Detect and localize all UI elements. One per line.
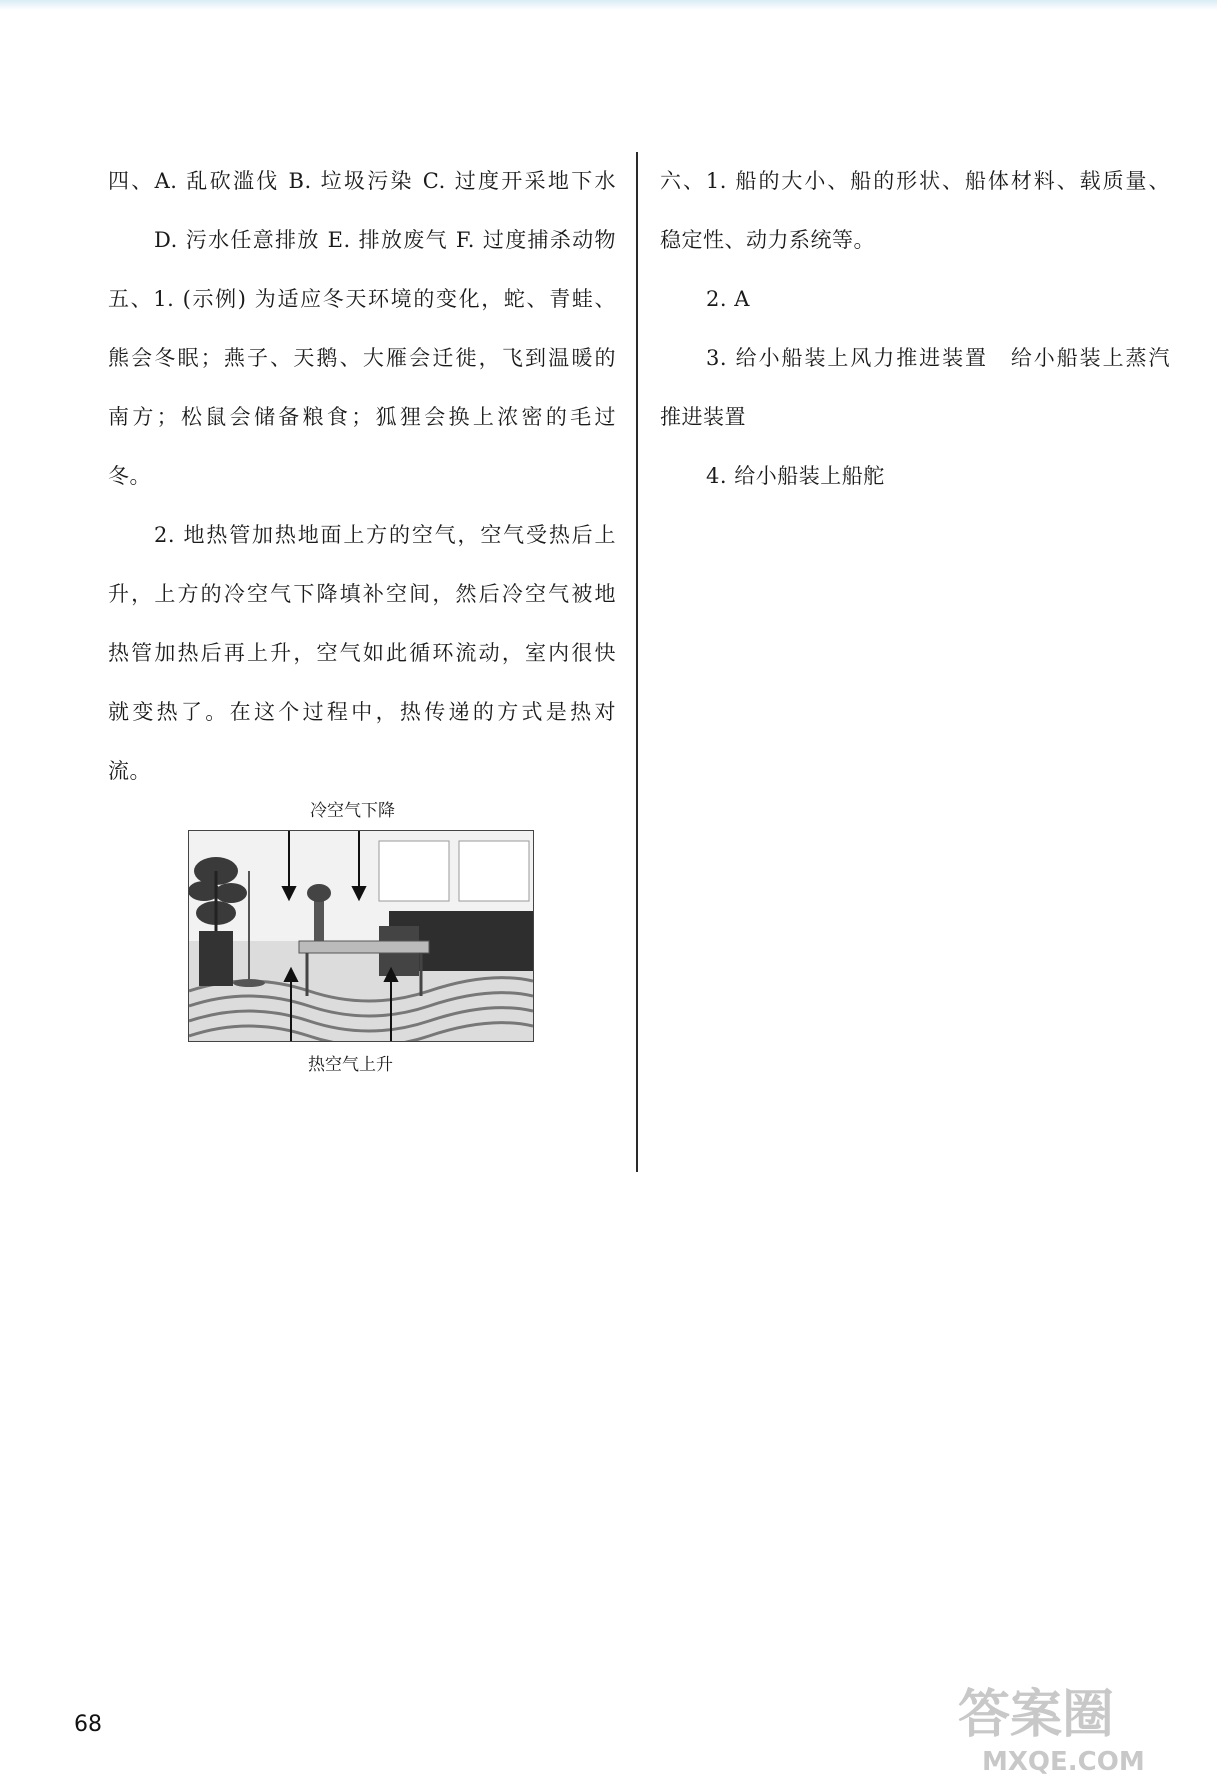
q5-2-line-2: 升，上方的冷空气下降填补空间，然后冷空气被地 — [108, 582, 616, 606]
q6-3-line-2: 推进装置 — [660, 405, 746, 429]
q6-4: 4. 给小船装上船舵 — [706, 464, 885, 488]
q5-2-line-3: 热管加热后再上升，空气如此循环流动，室内很快 — [108, 641, 616, 665]
right-column — [660, 152, 1170, 506]
q5-2-line-5: 流。 — [108, 759, 151, 783]
q5-1-line-1: 五、1. (示例) 为适应冬天环境的变化，蛇、青蛙、 — [108, 287, 616, 311]
page-number: 68 — [74, 1712, 102, 1737]
q5-1-line-2: 熊会冬眠；燕子、天鹅、大雁会迁徙，飞到温暖的 — [108, 346, 616, 370]
figure-bottom-label: 热空气上升 — [308, 1055, 393, 1075]
q5-2-line-4: 就变热了。在这个过程中，热传递的方式是热对 — [108, 700, 616, 724]
watermark-url: MXQE.COM — [982, 1747, 1145, 1777]
room-photo — [188, 830, 534, 1042]
watermark-logo — [952, 1670, 1192, 1780]
column-divider — [636, 152, 638, 1172]
q4-line-1: 四、A. 乱砍滥伐 B. 垃圾污染 C. 过度开采地下水 — [108, 169, 616, 193]
watermark-text: 答案圈 — [958, 1685, 1115, 1745]
left-column — [108, 152, 616, 801]
q5-1-line-3: 南方；松鼠会储备粮食；狐狸会换上浓密的毛过 — [108, 405, 616, 429]
figure-top-label: 冷空气下降 — [310, 801, 395, 821]
q5-2-line-1: 2. 地热管加热地面上方的空气，空气受热后上 — [154, 523, 616, 547]
watermark-drawing — [952, 1670, 1192, 1780]
top-color-band — [0, 0, 1217, 10]
q6-1-line-2: 稳定性、动力系统等。 — [660, 228, 875, 252]
q5-1-line-4: 冬。 — [108, 464, 151, 488]
q6-1-line-1: 六、1. 船的大小、船的形状、船体材料、载质量、 — [660, 169, 1170, 193]
floor-heating-figure — [188, 790, 532, 1080]
q6-3-line-1: 3. 给小船装上风力推进装置 给小船装上蒸汽 — [706, 346, 1170, 370]
q6-2: 2. A — [706, 287, 750, 311]
room-photo-drawing — [189, 831, 533, 1041]
q4-line-2: D. 污水任意排放 E. 排放废气 F. 过度捕杀动物 — [154, 228, 616, 252]
